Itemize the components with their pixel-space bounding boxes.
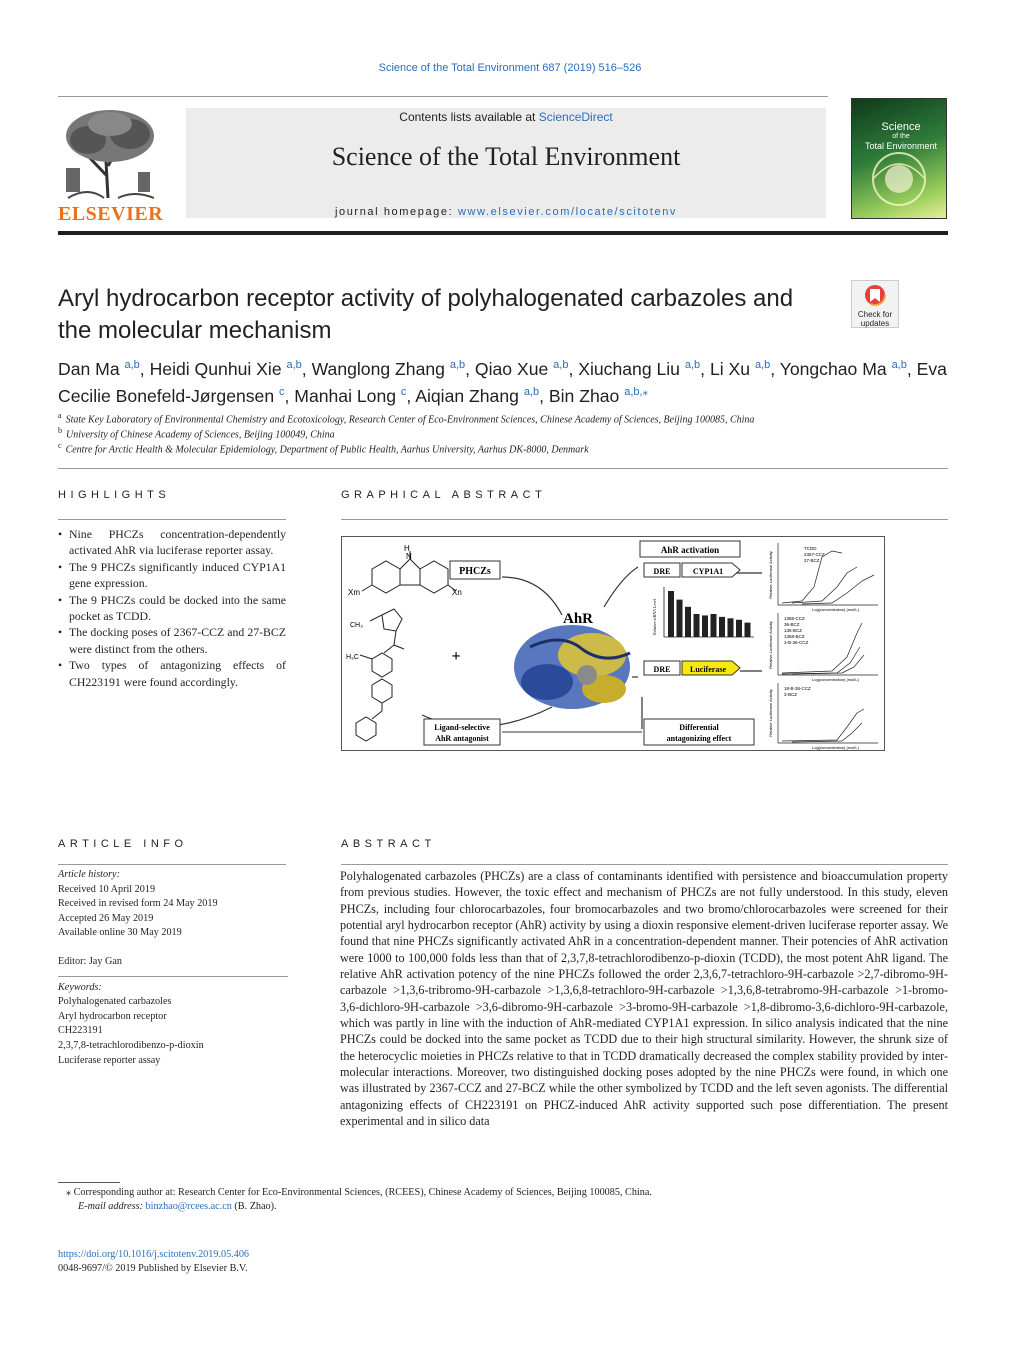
ga-n-label: N [406,552,412,561]
bar [711,614,717,637]
author-affiliation-mark[interactable]: a,b [553,359,569,371]
author-name[interactable]: Yongchao Ma [779,358,887,379]
author-affiliation-mark[interactable]: a,b [891,359,907,371]
x-axis-label-3: Log(concentration) (mol/L) [812,745,859,750]
ga-ch3-label: CH₃ [350,622,363,629]
cover-title-line-3: Total Environment [864,141,938,151]
bar [668,591,674,637]
check-for-updates-badge[interactable] [851,280,899,328]
bar [728,618,734,637]
y-axis-label-2: Relative Luciferase Activity [768,621,773,669]
author-affiliation-mark[interactable]: a,b [754,359,771,371]
affiliation-a [58,411,948,425]
author-affiliation-mark[interactable]: c [279,385,285,398]
article-info-heading: ARTICLE INFO [58,838,188,850]
bar [736,620,742,637]
y-axis-label-1: Relative Luciferase Activity [768,551,773,599]
legend-mid-4: 1368-BCZ [784,634,805,639]
bar-chart-ylabel: Relative mRNA Level [652,599,657,635]
ahr-label: AhR [562,611,594,627]
plus-sign: + [451,648,461,665]
keyword-item: 2,3,7,8-tetrachlorodibenzo-p-dioxin [58,1039,204,1051]
email-suffix: (B. Zhao). [231,1201,277,1212]
author-name[interactable]: Dan Ma [58,358,120,379]
affiliation-text: University of Chinese Academy of Sciences, Beijing 100049, China [66,429,335,441]
sciencedirect-link[interactable]: ScienceDirect [538,110,613,124]
doi-link[interactable]: https://doi.org/10.1016/j.scitotenv.2019.05.406 [58,1249,250,1260]
bar [702,615,708,637]
revised-date: Received in revised form 24 May 2019 [58,898,218,910]
footnote-rule [58,1182,120,1183]
highlight-item: • The 9 PHCZs could be docked into the same pocket as TCDD. [58,592,286,625]
author-name[interactable]: Aiqian Zhang [415,385,519,406]
legend-bot-2: 3-BCZ [784,692,798,697]
author-list: Dan Ma $^{a,b}$, Heidi Qunhui Xie $^{a,b}$, Wanglong Zhang $^{a,b}$, Qiao Xue $^{a,b}$, Xiuchang Liu $^{a,b}$, Li Xu $^{a,b}$, Yongchao Ma $^{a,b}$, Eva Cecilie Bonefeld-Jørgensen $^c$, Manhai Long $^c$, Aiqian Zhang $^{a,b}$, Bin Zhao $^{a,b,⁎}$ [58,358,947,406]
author-affiliation-mark[interactable]: a,b [684,359,701,371]
x-axis-label-2: Log(concentration) (mol/L) [812,677,859,682]
online-date: Available online 30 May 2019 [58,927,182,939]
contents-line [186,110,826,124]
phczs-label: PHCZs [459,566,491,577]
antagonist-structure [356,609,404,741]
doi-block [58,1248,249,1276]
highlight-item: • Nine PHCZs concentration-dependently activated AhR via luciferase reporter assay. [58,526,286,559]
graphical-abstract-rule [341,519,948,520]
author-name[interactable]: Qiao Xue [474,358,549,379]
author-name[interactable]: Manhai Long [294,385,397,406]
author-name[interactable]: Xiuchang Liu [578,358,680,379]
affiliation-text: State Key Laboratory of Environmental Chemistry and Ecotoxicology, Research Center of Eco-Environment Sciences, Chinese Academy of Sciences, Beijing 100085, China [65,414,755,426]
luciferase-label: Luciferase [690,665,726,674]
ga-h-label: H [404,544,410,553]
email-label: E-mail address: [78,1201,146,1212]
author-name[interactable]: Eva Cecilie Bonefeld-Jørgensen [58,358,947,406]
crossmark-line-1: Check for [857,310,893,319]
crossmark-line-2: updates [860,319,890,328]
journal-cover-image[interactable] [851,98,947,219]
keyword-item: Luciferase reporter assay [58,1054,161,1066]
abstract-heading: ABSTRACT [341,838,436,850]
author-affiliation-mark[interactable]: a,b,⁎ [624,385,649,398]
article-title: Aryl hydrocarbon receptor activity of polyhalogenated carbazoles and the molecular mechanism [58,285,794,344]
cover-title-line-2: of the [892,133,910,140]
corresponding-text: Corresponding author at: Research Center for Eco-Environmental Sciences, (RCEES), Chinese Academy of Sciences, Beijing 100085, China. [73,1187,652,1198]
legend-top-3: 27-BCZ [804,558,820,563]
author-name[interactable]: Li Xu [709,358,751,379]
author-affiliation-mark[interactable]: a,b [124,359,140,371]
elsevier-wordmark: ELSEVIER [58,203,164,225]
keyword-item: Polyhalogenated carbazoles [58,996,172,1008]
elsevier-tree-logo [58,106,162,218]
abstract-rule [341,864,948,865]
contents-prefix: Contents lists available at [399,110,539,124]
bar [677,600,683,637]
cyp1a1-bar-chart [664,587,754,637]
corresponding-author-footnote [58,1186,948,1214]
history-label: Article history: [58,869,120,880]
bar [685,607,691,637]
affiliation-mark: a [58,411,62,420]
highlights-rule [58,519,286,520]
keyword-item: CH223191 [58,1025,103,1037]
bar [745,623,751,637]
affiliations-divider [58,468,948,469]
highlights-list [58,526,286,690]
copyright: 0048-9697/© 2019 Published by Elsevier B.V. [58,1263,248,1274]
accepted-date: Accepted 26 May 2019 [58,912,154,924]
received-date: Received 10 April 2019 [58,883,156,895]
cover-title-line-1: Science [881,121,921,133]
highlights-heading: HIGHLIGHTS [58,489,171,501]
affiliation-text: Centre for Arctic Health & Molecular Epidemiology, Department of Public Health, Aarhus University, Aarhus DK-8000, Denmark [65,444,589,456]
keyword-item: Aryl hydrocarbon receptor [58,1010,167,1022]
homepage-link[interactable]: www.elsevier.com/locate/scitotenv [457,206,678,218]
ahr-activation-label: AhR activation [660,545,720,555]
highlight-item: • Two types of antagonizing effects of CH223191 were found accordingly. [58,657,286,690]
legend-mid-2: 36-BCZ [784,622,800,627]
author-name[interactable]: Bin Zhao [548,385,620,406]
keywords-label: Keywords: [58,976,288,996]
affiliation-b [58,426,948,440]
cyp1a1-label: CYP1A1 [692,567,724,576]
header-thick-divider [58,231,948,235]
author-affiliation-mark[interactable]: c [400,385,407,398]
bar [719,617,725,637]
author-affiliation-mark[interactable]: a,b [523,385,540,398]
ga-xn-label: Xn [452,588,462,597]
editor: Editor: Jay Gan [58,955,122,967]
ga-xm-label: Xm [348,588,360,597]
legend-mid-3: 136-BCZ [784,628,803,633]
ga-h3c-label: H₃C [346,654,359,661]
journal-title: Science of the Total Environment [331,142,681,171]
dre-label-1: DRE [653,567,671,576]
author-affiliation-mark[interactable]: a,b [286,359,302,371]
abstract-body: Polyhalogenated carbazoles (PHCZs) are a class of contaminants identified with persistence and bioaccumulation property from previous studies. However, the toxic effect and mechanism of PHCZs are not fully understood. In this study, eleven PHCZs, including four chlorocarbazoles, four bromocarbazoles and two bromo/chlorocarbazoles were screened for their potential aryl hydrocarbon receptor (AhR) activity by using a dioxin responsive element-driven luciferase reporter assay. We found that nine PHCZs significantly activated AhR in a concentration-dependent manner. Their potencies of AhR activation were 1000 to 100,000 folds less than that of 2,3,7,8-tetrachlorodibenzo-p-dioxin (TCDD), the most potent AhR ligand. The relative AhR activation potency of the nine PHCZs followed the order 2,3,6,7-tetrachloro-9H-carbazole >2,7-dibromo-9H-carbazole >1,3,6-tribromo-9H-carbazole >1,3,6,8-tetrachloro-9H-carbazole >1,3,6,8-tetrabromo-9H-carbazole >1-bromo-3,6-dichloro-9H-carbazole >3,6-dibromo-9H-carbazole >3-bromo-9H-carbazole >1,8-dibromo-3,6-dichloro-9H-carbazole, which was partly in line with the induction of AhR-mediated CYP1A1 expression. In silico analysis indicated that the nine PHCZs could be docked into the same pocket as TCDD due to their high structural similarity. However, the shrunk size of the heterocyclic moieties in PHCZs relative to that in TCDD dramatically decreased the complex stability provided by inter-molecular interactions. Moreover, two distinguished docking poses adopted by the nine PHCZs were found, in which one was illustrated by 2367-CCZ and 27-BCZ while the other symbolized by TCDD and the left seven agonists. The differential antagonizing effects of CH223191 on PHCZ-induced AhR activity supported such pose differentiation. The present experimental and in silico data [340,869,948,1129]
article-info [58,868,288,1068]
footnote-mark: ⁎ [66,1187,72,1198]
highlight-item: • The docking poses of 2367-CCZ and 27-BCZ were distinct from the others. [58,624,286,657]
legend-top-2: 2367-CCZ [804,552,825,557]
graphical-abstract-canvas [342,537,884,750]
affiliation-c [58,441,948,455]
affiliation-mark: c [58,441,62,450]
legend-bot-1: 18-B-36-CCZ [784,686,811,691]
email-link[interactable]: binzhao@rcees.ac.cn [145,1201,232,1212]
differential-line-2: antagonizing effect [666,734,732,743]
cover-title [858,122,944,152]
legend-mid-1: 1368-CCZ [784,616,805,621]
graphical-abstract-heading: GRAPHICAL ABSTRACT [341,489,547,501]
homepage-prefix: journal homepage: [334,206,458,218]
ligand-antagonist-line-2: AhR antagonist [435,734,489,743]
ahr-protein-structure [514,625,630,709]
y-axis-label-3: Relative Luciferase Activity [768,689,773,737]
highlight-item: • The 9 PHCZs significantly induced CYP1A1 gene expression. [58,559,286,592]
differential-line-1: Differential [679,723,719,732]
dre-label-2: DRE [653,665,671,674]
affiliation-mark: b [58,426,62,435]
graphical-abstract-figure[interactable] [341,536,885,751]
legend-mid-5: 3-B-36-CCZ [784,640,809,645]
top-divider [58,96,828,97]
author-affiliation-mark[interactable]: a,b [449,359,466,371]
ligand-antagonist-line-1: Ligand-selective [434,723,490,732]
article-info-rule [58,864,286,865]
journal-reference[interactable]: Science of the Total Environment 687 (2019) 516–526 [378,62,642,74]
x-axis-label-1: Log(concentration) (mol/L) [812,607,859,612]
legend-top-1: TCDD [804,546,817,551]
homepage-line [186,206,826,218]
bar [694,614,700,637]
author-name[interactable]: Wanglong Zhang [311,358,445,379]
author-name[interactable]: Heidi Qunhui Xie [149,358,282,379]
